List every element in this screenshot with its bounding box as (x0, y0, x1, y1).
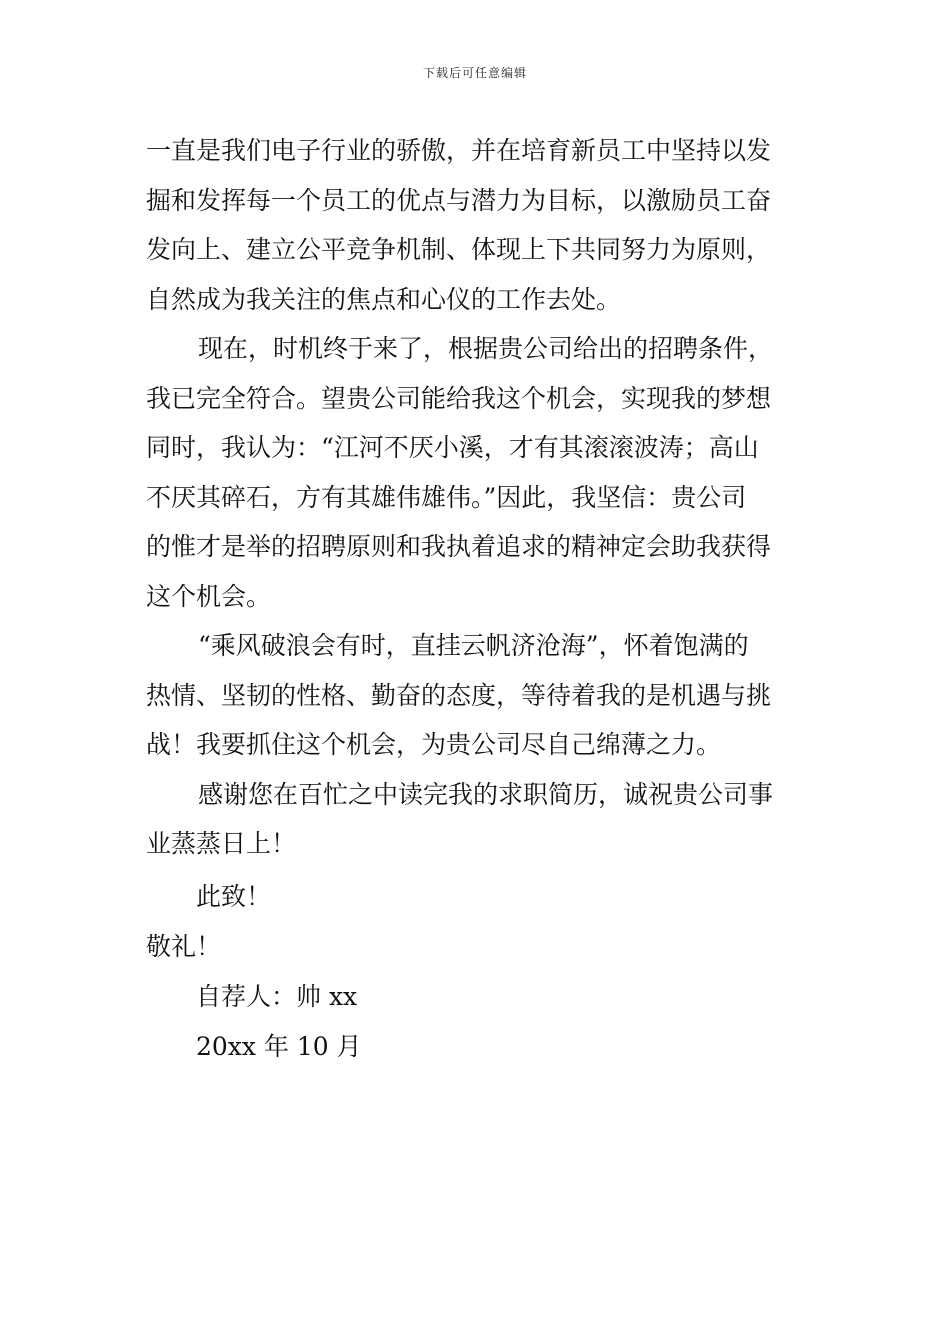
text-line: 业蒸蒸日上！ (146, 829, 297, 858)
paragraph-2 (146, 324, 810, 621)
text-line: 的惟才是举的招聘原则和我执着追求的精神定会助我获得 (146, 532, 772, 561)
text-line: “乘风破浪会有时，直挂云帆济沧海”，怀着饱满的 (198, 631, 749, 660)
closing-greeting: 此致！ (196, 882, 272, 911)
signature-date: 20xx 年 10 月 (196, 1032, 362, 1061)
paragraph-4 (146, 770, 810, 869)
text-line: 我已完全符合。望贵公司能给我这个机会，实现我的梦想 (146, 383, 772, 413)
signature: 自荐人：帅 xx (196, 982, 358, 1011)
paragraph-3 (146, 621, 810, 770)
text-line: 战！我要抓住这个机会，为贵公司尽自己绵薄之力。 (146, 730, 722, 759)
paragraph-1 (146, 126, 810, 324)
text-line: 这个机会。 (146, 581, 272, 611)
text-line: 同时，我认为：“江河不厌小溪，才有其滚滚波涛；高山 (146, 433, 759, 462)
text-line: 一直是我们电子行业的骄傲，并在培育新员工中坚持以发 (146, 136, 772, 165)
closing-salute: 敬礼！ (146, 932, 222, 961)
text-line: 现在，时机终于来了，根据贵公司给出的招聘条件， (198, 334, 774, 363)
text-line: 不厌其碎石，方有其雄伟雄伟。”因此，我坚信：贵公司 (146, 482, 747, 512)
text-line: 热情、坚韧的性格、勤奋的态度，等待着我的是机遇与挑 (146, 680, 772, 710)
text-line: 感谢您在百忙之中读完我的求职简历，诚祝贵公司事 (198, 779, 774, 809)
text-line: 发向上、建立公平竞争机制、体现上下共同努力为原则， (146, 235, 772, 264)
letter-body (146, 126, 810, 869)
page-header: 下载后可任意编辑 (422, 66, 527, 80)
text-line: 掘和发挥每一个员工的优点与潜力为目标，以激励员工奋 (146, 185, 772, 215)
text-line: 自然成为我关注的焦点和心仪的工作去处。 (146, 284, 622, 314)
letter-closing (146, 872, 810, 1072)
